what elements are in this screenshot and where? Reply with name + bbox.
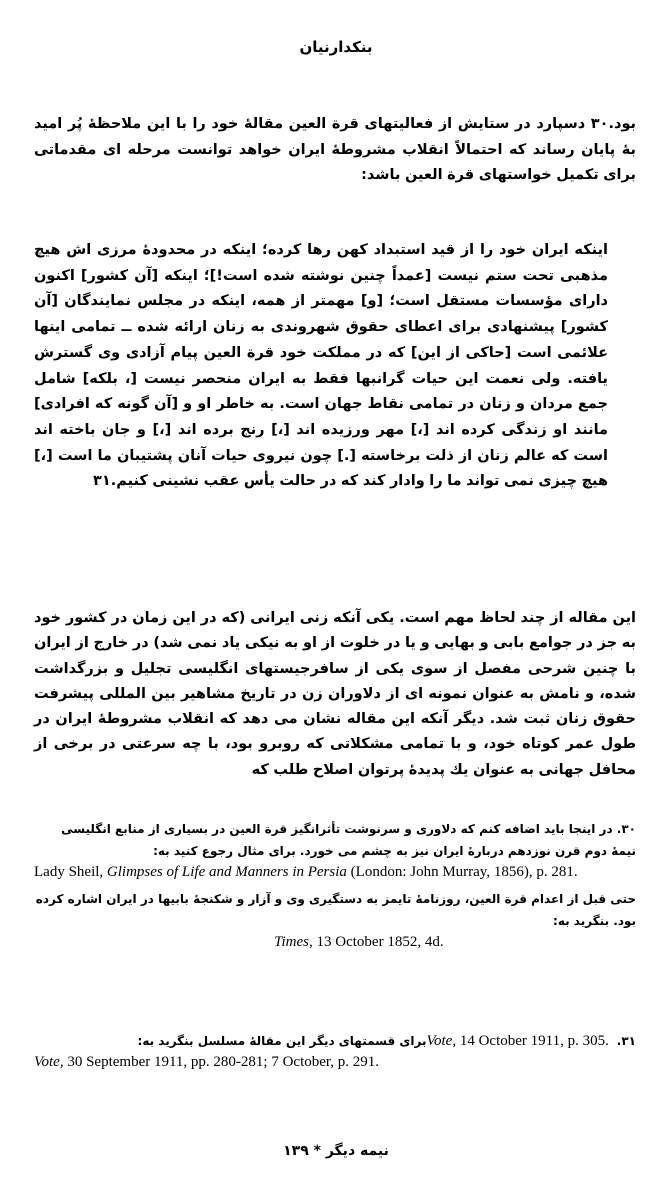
footnote-31 — [34, 1030, 636, 1072]
reference-details: 30 September 1911, pp. 280-281; 7 October, p. 291. — [67, 1054, 380, 1070]
reference-details: 14 October 1911, p. 305. — [459, 1033, 609, 1049]
footnote-30-reference-2 — [34, 932, 636, 952]
reference-author: Lady Sheil, — [34, 864, 104, 880]
footnote-30-reference — [34, 862, 636, 882]
footnote-31-number: ۳۱. — [616, 1034, 636, 1048]
body-paragraph-1: بود.۳۰ دسپارد در ستایش از فعالیتهای قرة العین مقالهٔ خود را با این ملاحظهٔ پُر امید بهٔ پایان رساند که احتمالاً انقلاب مشروطهٔ ایران خواهد توانست مرحله ای مقدماتی برای تکمیل خواستهای قرة العین باشد: — [34, 116, 636, 183]
footnote-31-text: برای قسمتهای دیگر این مقالهٔ مسلسل بنگرید به: — [137, 1034, 427, 1048]
reference-details: (London: John Murray, 1856), p. 281. — [350, 864, 578, 880]
running-header: بنکدارنیان — [299, 38, 373, 56]
page-number: نیمه دیگر * ۱۳۹ — [283, 1143, 389, 1159]
body-paragraph-2: این مقاله از چند لحاظ مهم است. یکی آنکه زنی ایرانی (که در این زمان در کشور خود به جز در جوامع بابی و بهایی و یا در خلوت از او به نیکی یاد نمی شد) در خارج از ایران با چنین شرحی مفصل از سوی یکی از سافرجیستهای انگلیسی تجلیل و بزرگداشت شده، و نامش به عنوان نمونه ای از دلاوران زن در تاریخ مشاهیر بین المللی پیشرفت حقوق زنان ثبت شد. دیگر آنکه این مقاله نشان می دهد که انقلاب مشروطهٔ ایران در طول عمر کوتاه خود، و با تمامی مشکلاتی که روبرو بود، با چه سرعتی در برخی از محافل جهانی به عنوان یك پدیدهٔ پرتوان اصلاح طلب که — [34, 610, 636, 778]
footnote-31-reference-2 — [34, 1052, 636, 1072]
reference-details: 13 October 1852, 4d. — [316, 934, 444, 950]
footnote-30 — [34, 818, 636, 952]
block-quote: اینکه ایران خود را از قید استبداد کهن رها کرده؛ اینکه در محدودهٔ مرزی اش هیچ مذهبی تحت ستم نیست [عمداً چنین نوشته شده است!]؛ اینکه [آن کشور] اکنون دارای مؤسسات مستقل است؛ [و] مهمتر از همه، اینکه در مجلس نمایندگان [آن کشور] پیشنهادی برای اعطای حقوق شهروندی به زنان ارائه شده ــ تمامی اینها علائمی است [حاکی از این] که در مملکت خود قرة العین پیام آزادی وی گسترش یافته. ولی نعمت این حیات گرانبها فقط به ایران منحصر نیست [، بلکه] شامل جمع مردان و زنان در تمامی نقاط جهان است. به خاطر او و [آن گونه که افرادی] مانند او زندگی کرده اند [،] مهر ورزیده اند [،] رنج برده اند [،] و جان باخته اند است که عالم زنان از ذلت برخاسته [.] چون نیروی حیات آنان پشتیبان ما است [،] هیچ چیزی نمی تواند ما را وادار کند که در حالت یأس عقب نشینی کنیم.۳۱ — [34, 242, 608, 490]
reference-title: Vote, — [426, 1033, 457, 1049]
footnote-31-line-1 — [34, 1030, 636, 1052]
reference-title: Glimpses of Life and Manners in Persia — [106, 864, 347, 880]
reference-title: Vote, — [34, 1054, 64, 1070]
footnote-30-text-2: حتی قبل از اعدام قرة العین، روزنامهٔ تایمز به دستگیری وی و آزار و شکنجهٔ بابیها در ایران اشاره کرده بود. بنگرید به: — [35, 892, 636, 928]
footnote-30-text: ۳۰. در اینجا باید اضافه کنم که دلاوری و سرنوشت تأثرانگیز قرة العین در بسیاری از منابع انگلیسی نیمهٔ دوم قرن نوزدهم دربارهٔ ایران نیز به چشم می خورد. برای مثال رجوع کنید به: — [61, 822, 636, 858]
reference-title: Times, — [274, 934, 313, 950]
